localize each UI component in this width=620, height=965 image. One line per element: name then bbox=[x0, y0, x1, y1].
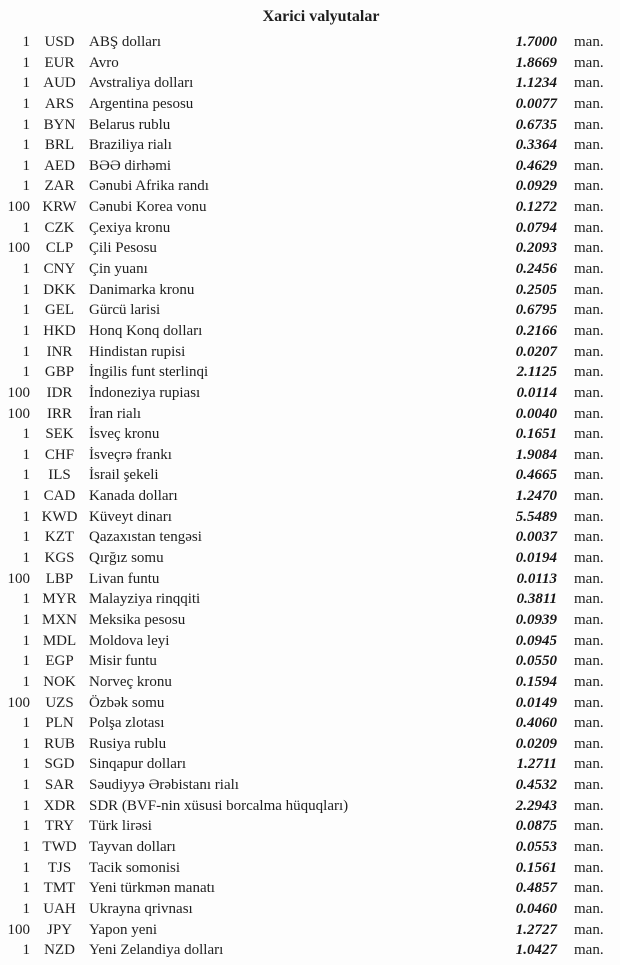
unit-label: man. bbox=[574, 921, 604, 938]
exchange-rate: 0.3811 bbox=[516, 591, 557, 608]
currency-row bbox=[0, 115, 620, 136]
currency-code: USD bbox=[44, 34, 75, 50]
quantity: 1 bbox=[22, 322, 30, 339]
quantity: 1 bbox=[22, 364, 30, 381]
currency-row bbox=[0, 631, 620, 652]
unit-label: man. bbox=[574, 880, 604, 897]
quantity: 1 bbox=[22, 219, 30, 236]
exchange-rate: 0.6795 bbox=[515, 302, 557, 319]
exchange-rate: 0.4060 bbox=[515, 715, 557, 732]
currency-name: Ukrayna qrivnası bbox=[89, 900, 193, 917]
exchange-rate: 0.0209 bbox=[515, 735, 557, 752]
exchange-rate: 0.4532 bbox=[515, 777, 557, 794]
currency-code: KWD bbox=[41, 508, 78, 525]
currency-name: SDR (BVF-nin xüsusi borcalma hüquqları) bbox=[89, 797, 349, 814]
currency-name: Gürcü larisi bbox=[89, 302, 161, 319]
currency-row bbox=[0, 754, 620, 775]
exchange-rate: 0.0553 bbox=[515, 838, 557, 855]
unit-label: man. bbox=[574, 673, 604, 690]
quantity: 1 bbox=[22, 673, 30, 690]
currency-row bbox=[0, 445, 620, 466]
currency-name: İsrail şekeli bbox=[89, 467, 159, 484]
currency-name: İran rialı bbox=[89, 405, 142, 422]
exchange-rate: 0.4629 bbox=[515, 157, 557, 174]
currency-name: Braziliya rialı bbox=[89, 137, 172, 154]
quantity: 1 bbox=[22, 137, 30, 154]
quantity: 1 bbox=[22, 281, 30, 298]
quantity: 1 bbox=[22, 880, 30, 897]
currency-code: SEK bbox=[45, 426, 74, 443]
quantity: 1 bbox=[22, 632, 30, 649]
currency-table bbox=[0, 32, 620, 961]
exchange-rate: 0.0194 bbox=[515, 550, 557, 567]
exchange-rate: 0.1594 bbox=[515, 673, 557, 690]
quantity: 1 bbox=[22, 529, 30, 546]
quantity: 1 bbox=[22, 715, 30, 732]
quantity: 1 bbox=[22, 508, 30, 525]
currency-row bbox=[0, 940, 620, 961]
exchange-rate: 0.1561 bbox=[515, 859, 557, 876]
unit-label: man. bbox=[574, 54, 604, 71]
quantity: 1 bbox=[22, 550, 30, 567]
currency-name: Yapon yeni bbox=[89, 921, 158, 938]
currency-row bbox=[0, 548, 620, 569]
quantity: 1 bbox=[22, 942, 30, 959]
currency-code: MYR bbox=[42, 591, 77, 608]
currency-code: RUB bbox=[44, 735, 75, 752]
currency-row bbox=[0, 259, 620, 280]
currency-name: Polşa zlotası bbox=[89, 715, 165, 732]
currency-name: Malayziya rinqqiti bbox=[89, 591, 201, 608]
currency-name: Rusiya rublu bbox=[89, 735, 167, 752]
exchange-rate: 2.1125 bbox=[516, 364, 557, 381]
unit-label: man. bbox=[574, 384, 604, 401]
currency-name: Livan funtu bbox=[89, 570, 160, 587]
currency-row bbox=[0, 507, 620, 528]
currency-name: Belarus rublu bbox=[89, 116, 171, 133]
quantity: 1 bbox=[22, 900, 30, 917]
unit-label: man. bbox=[574, 75, 604, 92]
unit-label: man. bbox=[574, 137, 604, 154]
currency-code: GEL bbox=[44, 302, 75, 319]
currency-row bbox=[0, 465, 620, 486]
currency-name: Argentina pesosu bbox=[89, 95, 194, 112]
currency-row bbox=[0, 899, 620, 920]
currency-code: EUR bbox=[44, 54, 75, 71]
unit-label: man. bbox=[574, 157, 604, 174]
currency-row bbox=[0, 218, 620, 239]
currency-code: PLN bbox=[45, 715, 74, 732]
currency-name: Norveç kronu bbox=[89, 673, 172, 690]
currency-row bbox=[0, 300, 620, 321]
currency-name: Moldova leyi bbox=[89, 632, 170, 649]
currency-row bbox=[0, 404, 620, 425]
unit-label: man. bbox=[574, 364, 604, 381]
currency-code: LBP bbox=[45, 570, 74, 587]
currency-name: Qazaxıstan tengəsi bbox=[89, 529, 202, 546]
currency-code: KZT bbox=[44, 529, 75, 546]
currency-name: Cənubi Afrika randı bbox=[89, 178, 209, 195]
currency-row bbox=[0, 94, 620, 115]
quantity: 1 bbox=[22, 302, 30, 319]
currency-row bbox=[0, 610, 620, 631]
currency-code: HKD bbox=[43, 322, 76, 339]
currency-code: CAD bbox=[43, 488, 76, 505]
unit-label: man. bbox=[574, 818, 604, 835]
quantity: 1 bbox=[22, 343, 30, 360]
exchange-rate: 0.0875 bbox=[515, 818, 557, 835]
quantity: 1 bbox=[22, 611, 30, 628]
currency-code: UAH bbox=[43, 900, 76, 917]
quantity: 1 bbox=[22, 591, 30, 608]
currency-name: ABŞ dolları bbox=[89, 34, 162, 50]
quantity: 1 bbox=[22, 116, 30, 133]
quantity: 1 bbox=[22, 157, 30, 174]
quantity: 100 bbox=[7, 921, 30, 938]
currency-name: Çili Pesosu bbox=[89, 240, 157, 257]
exchange-rate: 0.0040 bbox=[515, 405, 557, 422]
exchange-rate: 0.0929 bbox=[515, 178, 557, 195]
exchange-rate: 1.7000 bbox=[515, 34, 557, 50]
currency-name: İsveçrə frankı bbox=[89, 446, 172, 463]
exchange-rate: 0.2505 bbox=[515, 281, 557, 298]
unit-label: man. bbox=[574, 488, 604, 505]
currency-row bbox=[0, 32, 620, 53]
currency-name: İsveç kronu bbox=[89, 426, 160, 443]
quantity: 1 bbox=[22, 838, 30, 855]
exchange-rate: 0.0207 bbox=[515, 343, 557, 360]
currency-code: GBP bbox=[44, 364, 75, 381]
currency-name: Meksika pesosu bbox=[89, 611, 186, 628]
quantity: 1 bbox=[22, 818, 30, 835]
currency-row bbox=[0, 858, 620, 879]
currency-code: CHF bbox=[44, 446, 75, 463]
currency-row bbox=[0, 569, 620, 590]
currency-code: DKK bbox=[43, 281, 76, 298]
currency-code: TJS bbox=[47, 859, 72, 876]
quantity: 1 bbox=[22, 261, 30, 278]
currency-name: Çexiya kronu bbox=[89, 219, 171, 236]
unit-label: man. bbox=[574, 281, 604, 298]
unit-label: man. bbox=[574, 322, 604, 339]
currency-row bbox=[0, 238, 620, 259]
quantity: 1 bbox=[22, 34, 30, 50]
exchange-rate: 0.2166 bbox=[515, 322, 557, 339]
unit-label: man. bbox=[574, 756, 604, 773]
exchange-rate: 2.2943 bbox=[515, 797, 557, 814]
quantity: 1 bbox=[22, 467, 30, 484]
currency-name: Hindistan rupisi bbox=[89, 343, 186, 360]
unit-label: man. bbox=[574, 859, 604, 876]
currency-row bbox=[0, 527, 620, 548]
unit-label: man. bbox=[574, 219, 604, 236]
currency-code: CNY bbox=[43, 261, 76, 278]
currency-code: XDR bbox=[43, 797, 76, 814]
unit-label: man. bbox=[574, 95, 604, 112]
unit-label: man. bbox=[574, 550, 604, 567]
currency-row bbox=[0, 197, 620, 218]
unit-label: man. bbox=[574, 34, 604, 50]
exchange-rate: 0.0113 bbox=[516, 570, 557, 587]
exchange-rate: 0.2093 bbox=[515, 240, 557, 257]
currency-code: NOK bbox=[43, 673, 76, 690]
exchange-rate: 0.3364 bbox=[515, 137, 557, 154]
currency-code: BRL bbox=[44, 137, 75, 154]
currency-code: BYN bbox=[43, 116, 76, 133]
unit-label: man. bbox=[574, 694, 604, 711]
currency-code: CZK bbox=[44, 219, 75, 236]
exchange-rate: 5.5489 bbox=[515, 508, 557, 525]
currency-name: Sinqapur dolları bbox=[89, 756, 187, 773]
quantity: 1 bbox=[22, 446, 30, 463]
currency-code: JPY bbox=[46, 921, 72, 938]
currency-row bbox=[0, 837, 620, 858]
currency-name: Qırğız somu bbox=[89, 550, 164, 567]
currency-code: EGP bbox=[45, 653, 74, 670]
currency-name: Çin yuanı bbox=[89, 261, 148, 278]
currency-row bbox=[0, 321, 620, 342]
currency-code: MDL bbox=[42, 632, 77, 649]
exchange-rate: 0.0037 bbox=[515, 529, 557, 546]
currency-name: Yeni türkmən manatı bbox=[89, 880, 215, 897]
quantity: 1 bbox=[22, 54, 30, 71]
currency-row bbox=[0, 73, 620, 94]
quantity: 1 bbox=[22, 797, 30, 814]
exchange-rate: 0.0945 bbox=[515, 632, 557, 649]
currency-row bbox=[0, 920, 620, 941]
exchange-rate: 0.0077 bbox=[515, 95, 557, 112]
exchange-rate: 1.9084 bbox=[515, 446, 557, 463]
unit-label: man. bbox=[574, 405, 604, 422]
unit-label: man. bbox=[574, 240, 604, 257]
currency-row bbox=[0, 362, 620, 383]
quantity: 1 bbox=[22, 178, 30, 195]
page-title: Xarici valyutalar bbox=[262, 8, 380, 25]
exchange-rate: 0.0114 bbox=[516, 384, 557, 401]
currency-name: Kanada dolları bbox=[89, 488, 178, 505]
quantity: 1 bbox=[22, 777, 30, 794]
exchange-rate: 0.0939 bbox=[515, 611, 557, 628]
currency-code: KRW bbox=[42, 199, 77, 216]
currency-row bbox=[0, 775, 620, 796]
currency-row bbox=[0, 816, 620, 837]
quantity: 1 bbox=[22, 653, 30, 670]
currency-row bbox=[0, 796, 620, 817]
exchange-rate: 1.2470 bbox=[515, 488, 557, 505]
currency-name: Avro bbox=[89, 54, 119, 71]
currency-name: Küveyt dinarı bbox=[89, 508, 172, 525]
currency-row bbox=[0, 734, 620, 755]
quantity: 1 bbox=[22, 75, 30, 92]
currency-row bbox=[0, 486, 620, 507]
currency-name: Avstraliya dolları bbox=[89, 75, 194, 92]
currency-row bbox=[0, 672, 620, 693]
currency-row bbox=[0, 424, 620, 445]
unit-label: man. bbox=[574, 715, 604, 732]
quantity: 1 bbox=[22, 95, 30, 112]
currency-code: AUD bbox=[43, 75, 76, 92]
unit-label: man. bbox=[574, 116, 604, 133]
quantity: 100 bbox=[7, 405, 30, 422]
quantity: 100 bbox=[7, 384, 30, 401]
exchange-rate: 0.0149 bbox=[515, 694, 557, 711]
currency-row bbox=[0, 135, 620, 156]
unit-label: man. bbox=[574, 900, 604, 917]
unit-label: man. bbox=[574, 611, 604, 628]
quantity: 100 bbox=[7, 199, 30, 216]
currency-name: İndoneziya rupiası bbox=[89, 384, 201, 401]
exchange-rate: 0.2456 bbox=[515, 261, 557, 278]
exchange-rate: 1.2711 bbox=[516, 756, 557, 773]
unit-label: man. bbox=[574, 838, 604, 855]
currency-row bbox=[0, 383, 620, 404]
exchange-rate: 0.0460 bbox=[515, 900, 557, 917]
exchange-rate: 1.2727 bbox=[515, 921, 557, 938]
currency-name: Tacik somonisi bbox=[89, 859, 181, 876]
quantity: 100 bbox=[7, 694, 30, 711]
quantity: 1 bbox=[22, 488, 30, 505]
currency-code: AED bbox=[44, 157, 75, 174]
currency-row bbox=[0, 651, 620, 672]
currency-code: MXN bbox=[41, 611, 77, 628]
currency-code: ZAR bbox=[44, 178, 75, 195]
currency-code: UZS bbox=[45, 694, 74, 711]
currency-code: TWD bbox=[42, 838, 77, 855]
unit-label: man. bbox=[574, 343, 604, 360]
currency-code: ARS bbox=[44, 95, 75, 112]
exchange-rate: 0.6735 bbox=[515, 116, 557, 133]
currency-row bbox=[0, 878, 620, 899]
unit-label: man. bbox=[574, 653, 604, 670]
currency-name: Özbək somu bbox=[89, 694, 165, 711]
currency-code: TRY bbox=[44, 818, 75, 835]
exchange-rate: 0.1272 bbox=[515, 199, 557, 216]
exchange-rate: 0.1651 bbox=[515, 426, 557, 443]
unit-label: man. bbox=[574, 797, 604, 814]
unit-label: man. bbox=[574, 942, 604, 959]
currency-code: NZD bbox=[44, 942, 75, 959]
currency-code: ILS bbox=[48, 467, 71, 484]
quantity: 1 bbox=[22, 735, 30, 752]
currency-name: Cənubi Korea vonu bbox=[89, 199, 207, 216]
exchange-rate: 0.4665 bbox=[515, 467, 557, 484]
exchange-rate: 0.0550 bbox=[515, 653, 557, 670]
exchange-rate: 1.0427 bbox=[515, 942, 557, 959]
quantity: 1 bbox=[22, 859, 30, 876]
quantity: 100 bbox=[7, 240, 30, 257]
currency-name: Tayvan dolları bbox=[89, 838, 176, 855]
unit-label: man. bbox=[574, 632, 604, 649]
unit-label: man. bbox=[574, 426, 604, 443]
unit-label: man. bbox=[574, 508, 604, 525]
unit-label: man. bbox=[574, 529, 604, 546]
currency-name: Honq Konq dolları bbox=[89, 322, 203, 339]
unit-label: man. bbox=[574, 302, 604, 319]
currency-name: Misir funtu bbox=[89, 653, 157, 670]
currency-code: SAR bbox=[44, 777, 75, 794]
exchange-rate: 0.0794 bbox=[515, 219, 557, 236]
currency-name: BƏƏ dirhəmi bbox=[89, 157, 172, 174]
currency-row bbox=[0, 713, 620, 734]
quantity: 1 bbox=[22, 426, 30, 443]
currency-name: Danimarka kronu bbox=[89, 281, 195, 298]
unit-label: man. bbox=[574, 735, 604, 752]
currency-code: SGD bbox=[44, 756, 75, 773]
exchange-rate: 0.4857 bbox=[515, 880, 557, 897]
exchange-rate: 1.8669 bbox=[515, 54, 557, 71]
currency-name: Səudiyyə Ərəbistanı rialı bbox=[89, 777, 239, 794]
exchange-rate: 1.1234 bbox=[515, 75, 557, 92]
unit-label: man. bbox=[574, 178, 604, 195]
currency-row bbox=[0, 176, 620, 197]
unit-label: man. bbox=[574, 467, 604, 484]
quantity: 1 bbox=[22, 756, 30, 773]
currency-code: IRR bbox=[46, 405, 72, 422]
currency-name: Türk lirəsi bbox=[89, 818, 152, 835]
unit-label: man. bbox=[574, 199, 604, 216]
currency-name: Yeni Zelandiya dolları bbox=[89, 942, 224, 959]
currency-row bbox=[0, 589, 620, 610]
currency-row bbox=[0, 280, 620, 301]
unit-label: man. bbox=[574, 777, 604, 794]
currency-row bbox=[0, 693, 620, 714]
currency-code: TMT bbox=[43, 880, 76, 897]
currency-row bbox=[0, 342, 620, 363]
currency-code: INR bbox=[46, 343, 73, 360]
currency-code: CLP bbox=[45, 240, 74, 257]
quantity: 100 bbox=[7, 570, 30, 587]
currency-row bbox=[0, 53, 620, 74]
currency-row bbox=[0, 156, 620, 177]
currency-code: IDR bbox=[46, 384, 73, 401]
unit-label: man. bbox=[574, 570, 604, 587]
currency-code: KGS bbox=[44, 550, 75, 567]
unit-label: man. bbox=[574, 261, 604, 278]
unit-label: man. bbox=[574, 591, 604, 608]
currency-name: İngilis funt sterlinqi bbox=[89, 364, 209, 381]
unit-label: man. bbox=[574, 446, 604, 463]
